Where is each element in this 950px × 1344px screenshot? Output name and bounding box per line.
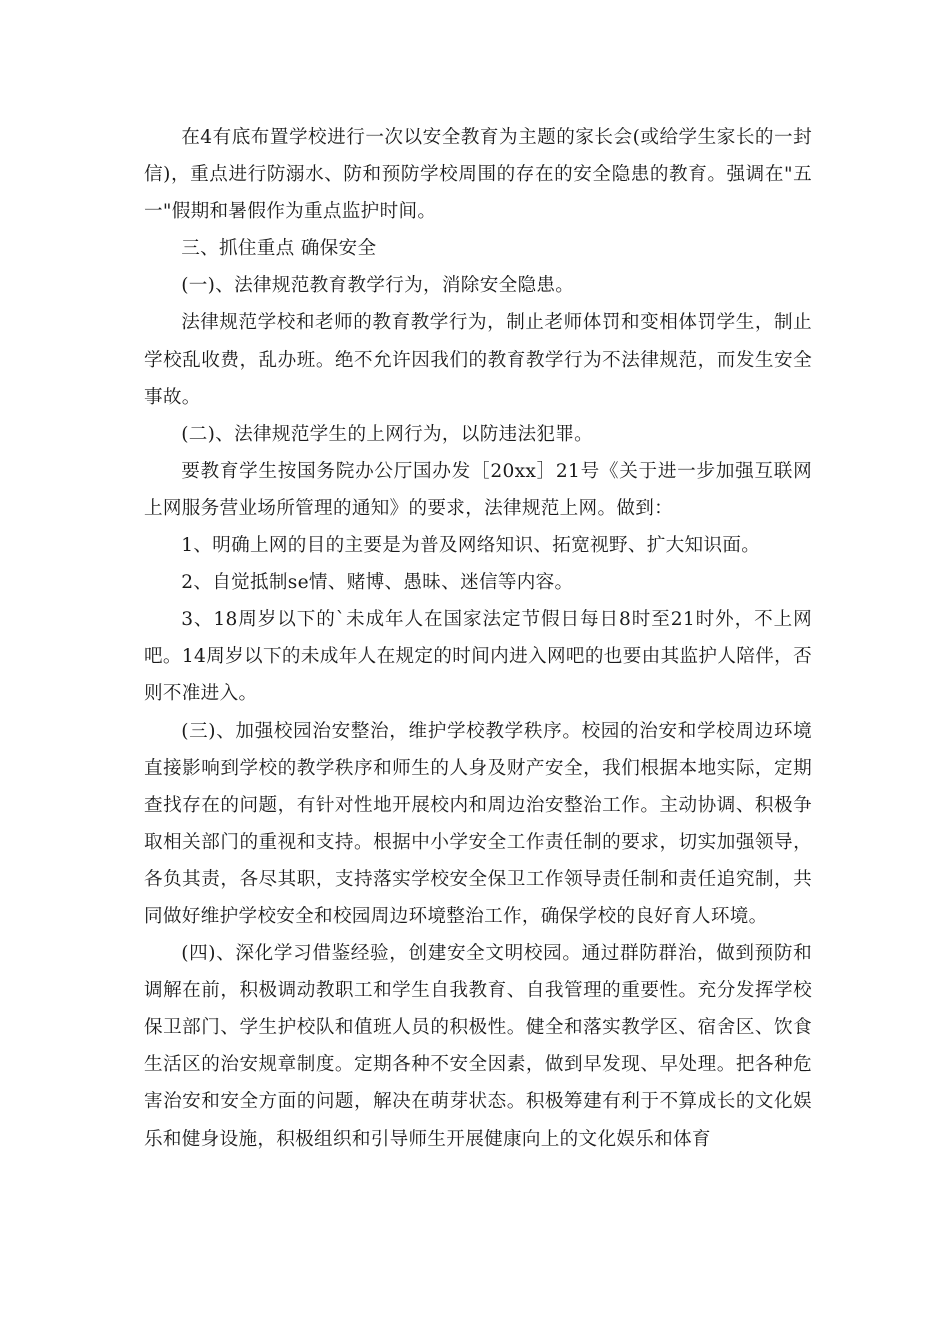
subheading-internet-behavior: (二)、法律规范学生的上网行为，以防违法犯罪。 <box>181 423 594 445</box>
paragraph-teaching-behavior: 法律规范学校和老师的教育教学行为，制止老师体罚和变相体罚学生，制止学校乱收费，乱办班。绝不允许因我们的教育教学行为不法律规范，而发生安全事故。 <box>144 312 812 408</box>
list-item-3: 3、18周岁以下的`未成年人在国家法定节假日每日8时至21时外，不上网吧。14周岁以下的未成年人在规定的时间内进入网吧的也要由其监护人陪伴，否则不准进入。 <box>144 609 812 705</box>
paragraph-internet-notice: 要教育学生按国务院办公厅国办发［20xx］21号《关于进一步加强互联网上网服务营业场所管理的通知》的要求，法律规范上网。做到： <box>144 460 812 519</box>
paragraph-parent-meeting: 在4有底布置学校进行一次以安全教育为主题的家长会(或给学生家长的一封信)，重点进行防溺水、防和预防学校周围的存在的安全隐患的教育。强调在"五一"假期和暑假作为重点监护时间。 <box>144 127 812 223</box>
document-body <box>144 119 812 1158</box>
subheading-teaching-behavior: (一)、法律规范教育教学行为，消除安全隐患。 <box>181 275 575 297</box>
section-heading-key-points: 三、抓住重点 确保安全 <box>181 238 377 260</box>
list-item-1: 1、明确上网的目的主要是为普及网络知识、拓宽视野、扩大知识面。 <box>181 535 761 557</box>
paragraph-safe-campus: (四)、深化学习借鉴经验，创建安全文明校园。通过群防群治，做到预防和调解在前，积极调动教职工和学生自我教育、自我管理的重要性。充分发挥学校保卫部门、学生护校队和值班人员的积极性。健全和落实教学区、宿舍区、饮食生活区的治安规章制度。定期各种不安全因素，做到早发现、早处理。把各种危害治安和安全方面的问题，解决在萌芽状态。积极筹建有利于不算成长的文化娱乐和健身设施，积极组织和引导师生开展健康向上的文化娱乐和体育 <box>144 943 812 1150</box>
list-item-2: 2、自觉抵制se情、赌博、愚昧、迷信等内容。 <box>181 572 574 594</box>
paragraph-campus-security: (三)、加强校园治安整治，维护学校教学秩序。校园的治安和学校周边环境直接影响到学校的教学秩序和师生的人身及财产安全，我们根据本地实际，定期查找存在的问题，有针对性地开展校内和周边治安整治工作。主动协调、积极争取相关部门的重视和支持。根据中小学安全工作责任制的要求，切实加强领导，各负其责，各尽其职，支持落实学校安全保卫工作领导责任制和责任追究制，共同做好维护学校安全和校园周边环境整治工作，确保学校的良好育人环境。 <box>144 720 812 927</box>
